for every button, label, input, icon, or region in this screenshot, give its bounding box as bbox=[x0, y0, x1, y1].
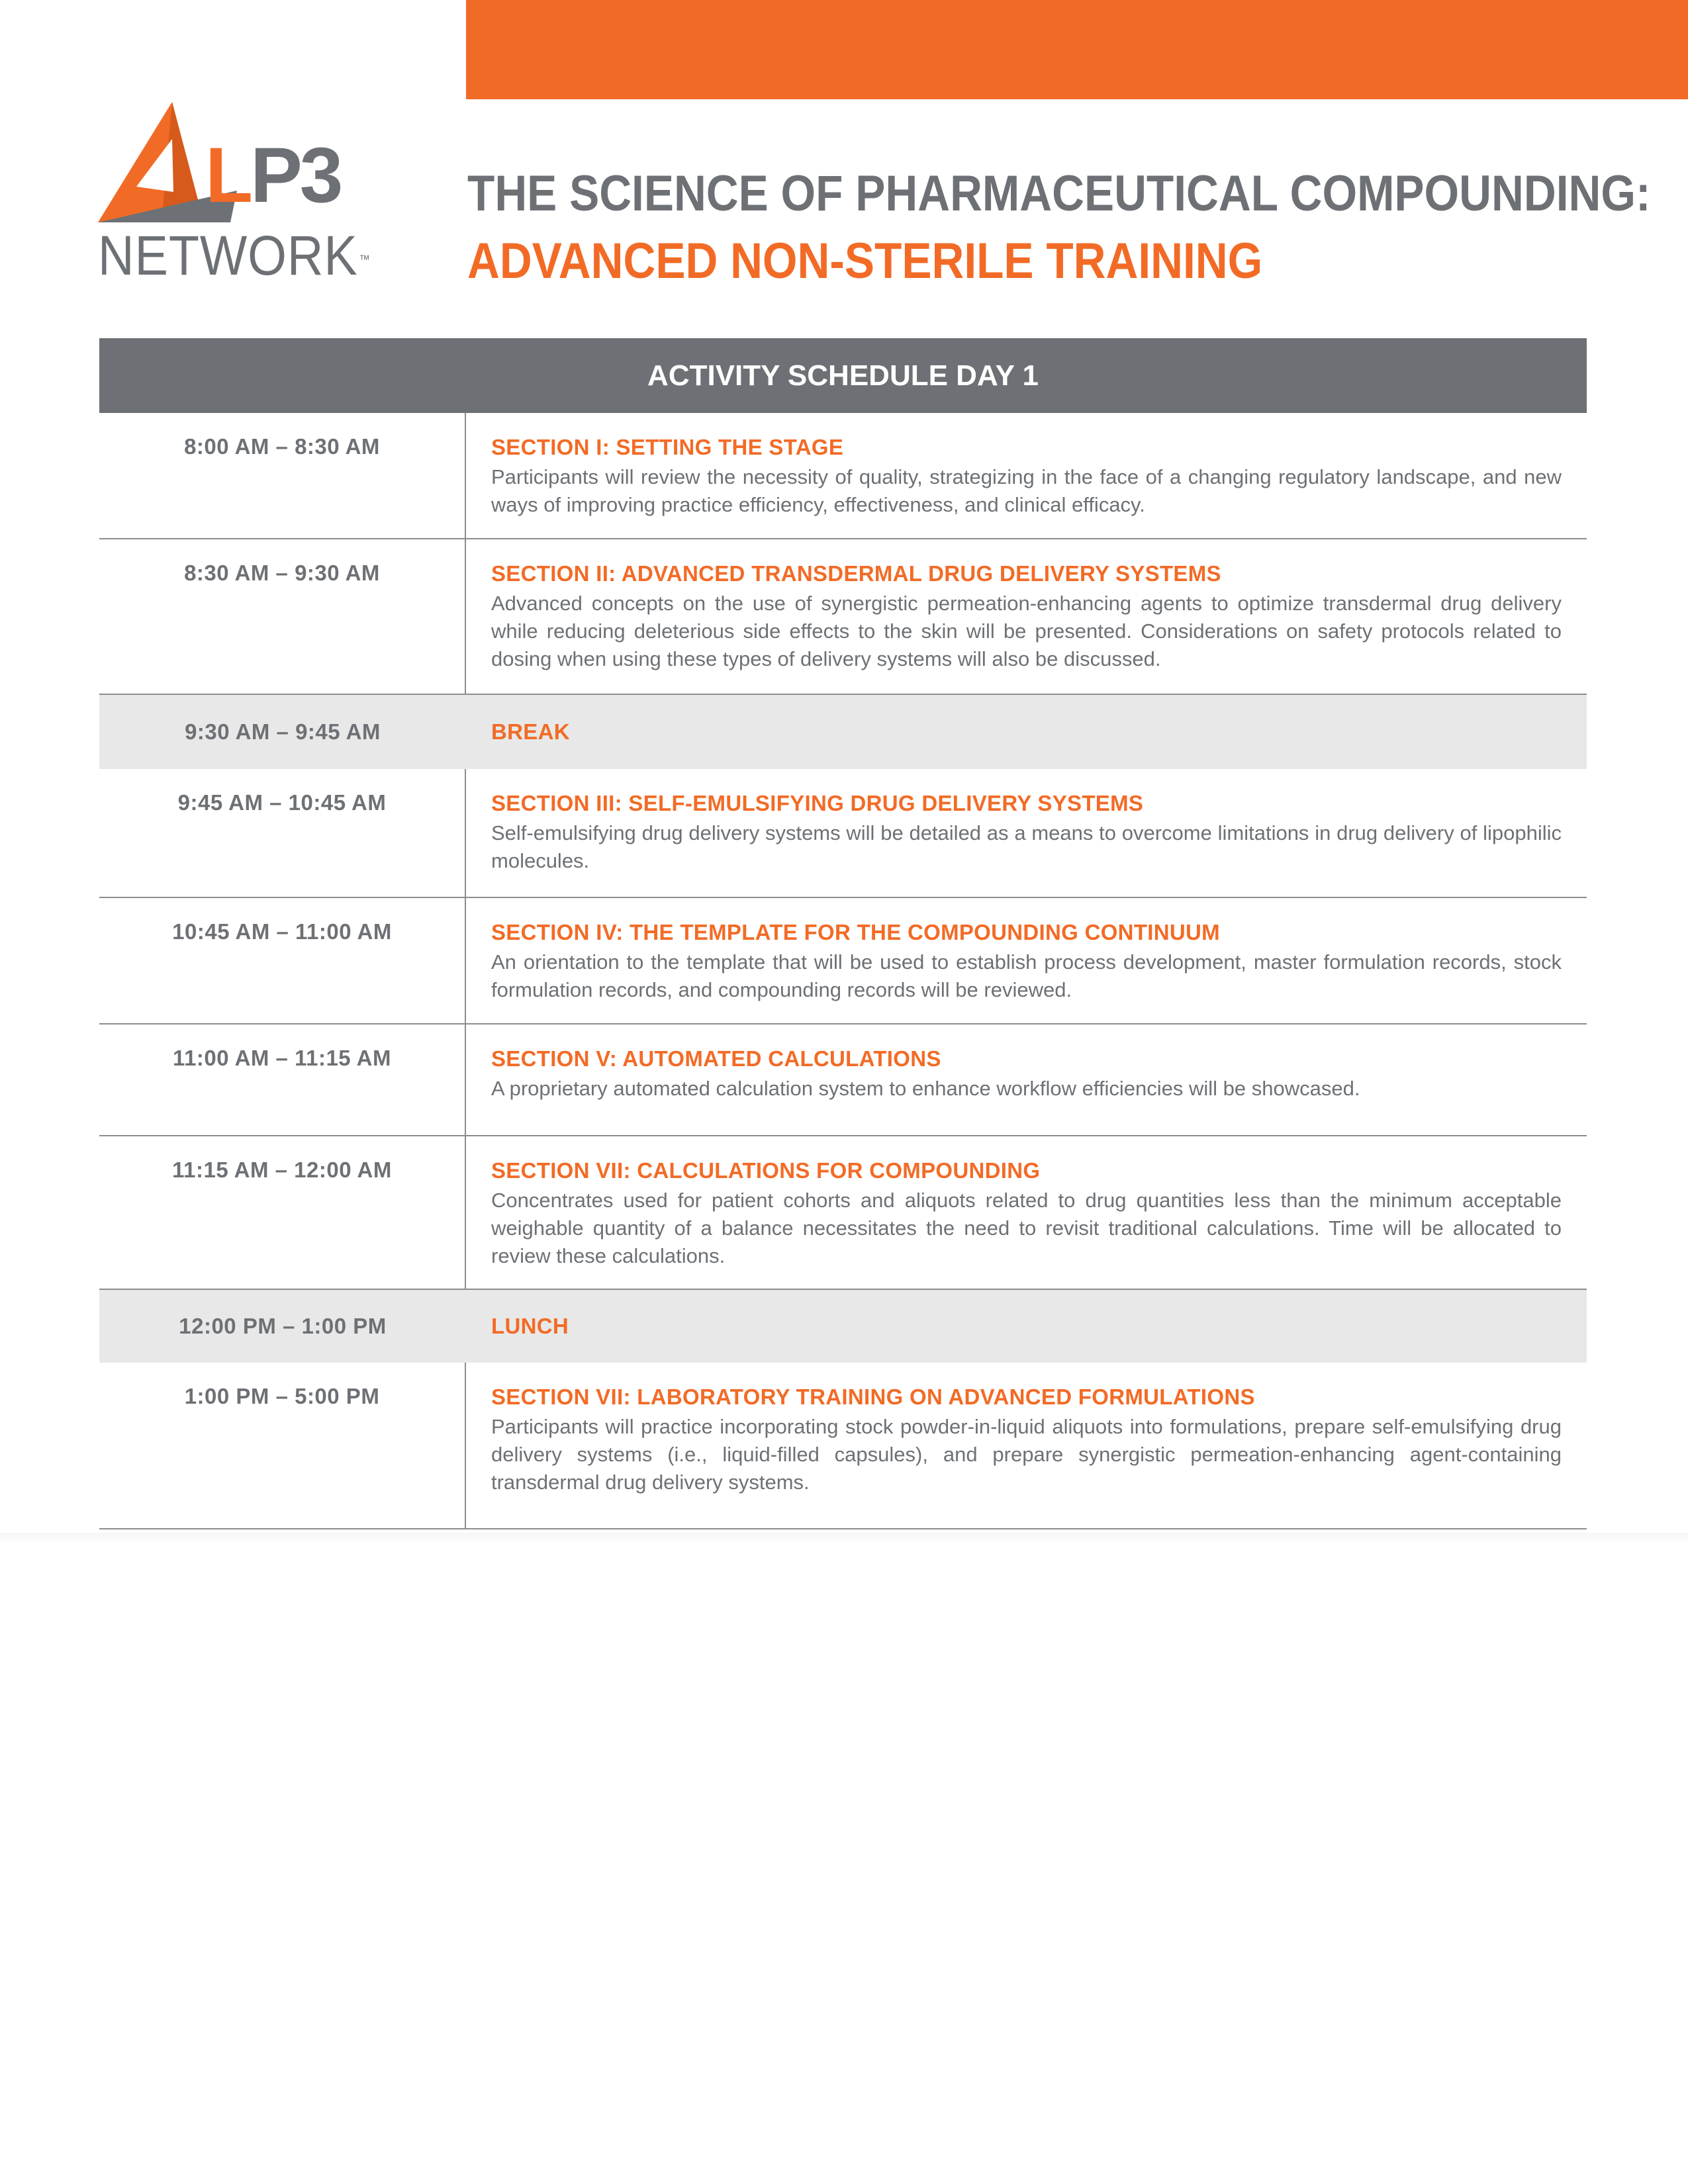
schedule-row-break bbox=[99, 695, 1587, 769]
schedule-row bbox=[99, 539, 1587, 695]
row-time: 11:00 AM – 11:15 AM bbox=[99, 1024, 466, 1135]
section-title: SECTION VII: CALCULATIONS FOR COMPOUNDING bbox=[491, 1158, 1041, 1183]
row-content bbox=[466, 413, 1587, 538]
section-description: A proprietary automated calculation system to enhance workflow efficiencies will be showcased. bbox=[491, 1077, 1360, 1100]
top-accent-bar bbox=[466, 0, 1688, 99]
section-description: Participants will practice incorporating stock powder-in-liquid aliquots into formulations, prepare self-emulsifying drug delivery systems (i.e., liquid-filled capsules), and prepare synergistic permeation-enhancing agent-containing transdermal drug delivery systems. bbox=[491, 1415, 1562, 1494]
row-content bbox=[466, 769, 1587, 897]
section-title: BREAK bbox=[491, 719, 570, 744]
row-content bbox=[466, 539, 1587, 694]
row-time: 8:00 AM – 8:30 AM bbox=[99, 413, 466, 538]
section-title: SECTION III: SELF-EMULSIFYING DRUG DELIVERY SYSTEMS bbox=[491, 791, 1144, 815]
row-time: 11:15 AM – 12:00 AM bbox=[99, 1136, 466, 1289]
page-fold-shadow bbox=[0, 1533, 1688, 1546]
logo-lp3-text: LP3 bbox=[205, 132, 341, 219]
section-title: SECTION IV: THE TEMPLATE FOR THE COMPOUNDING CONTINUUM bbox=[491, 920, 1220, 944]
section-description: Advanced concepts on the use of synergistic permeation-enhancing agents to optimize transdermal drug delivery while reducing deleterious side effects to the skin will be presented. Considerations on safety protocols related to dosing when using these types of delivery systems will also be discussed. bbox=[491, 592, 1562, 670]
section-title: SECTION VII: LABORATORY TRAINING ON ADVANCED FORMULATIONS bbox=[491, 1385, 1255, 1409]
section-description: An orientation to the template that will be used to establish process development, master formulation records, stock formulation records, and compounding records will be reviewed. bbox=[491, 950, 1562, 1001]
row-time: 9:30 AM – 9:45 AM bbox=[185, 719, 381, 744]
activity-schedule-table bbox=[99, 338, 1587, 1529]
schedule-row bbox=[99, 1363, 1587, 1529]
row-content bbox=[466, 898, 1587, 1023]
row-time: 9:45 AM – 10:45 AM bbox=[99, 769, 466, 897]
section-description: Participants will review the necessity of quality, strategizing in the face of a changing regulatory landscape, and new ways of improving practice efficiency, effectiveness, and clinical efficacy. bbox=[491, 465, 1562, 516]
schedule-header: ACTIVITY SCHEDULE DAY 1 bbox=[99, 338, 1587, 413]
lp3-network-logo bbox=[98, 99, 371, 287]
section-title: SECTION I: SETTING THE STAGE bbox=[491, 435, 844, 459]
row-time: 10:45 AM – 11:00 AM bbox=[99, 898, 466, 1023]
schedule-row bbox=[99, 898, 1587, 1024]
section-description: Concentrates used for patient cohorts and aliquots related to drug quantities less than the minimum acceptable weighable quantity of a balance necessitates the need to revisit traditional calculations. Time will be allocated to review these calculations. bbox=[491, 1189, 1562, 1267]
trademark-mark: ™ bbox=[359, 253, 371, 266]
row-content bbox=[466, 695, 1587, 769]
row-time: 1:00 PM – 5:00 PM bbox=[99, 1363, 466, 1528]
row-time: 8:30 AM – 9:30 AM bbox=[99, 539, 466, 694]
row-content bbox=[466, 1290, 1587, 1363]
section-title: SECTION V: AUTOMATED CALCULATIONS bbox=[491, 1046, 941, 1071]
page-title: THE SCIENCE OF PHARMACEUTICAL COMPOUNDING: bbox=[467, 165, 1651, 222]
schedule-row bbox=[99, 1024, 1587, 1136]
logo-network-text: NETWORK™ bbox=[98, 224, 371, 287]
section-title: SECTION II: ADVANCED TRANSDERMAL DRUG DELIVERY SYSTEMS bbox=[491, 561, 1221, 586]
schedule-row bbox=[99, 413, 1587, 539]
schedule-row-lunch bbox=[99, 1290, 1587, 1363]
schedule-row bbox=[99, 1136, 1587, 1290]
schedule-row bbox=[99, 769, 1587, 898]
page-subtitle: ADVANCED NON-STERILE TRAINING bbox=[467, 233, 1263, 289]
row-content bbox=[466, 1136, 1587, 1289]
row-content bbox=[466, 1363, 1587, 1528]
row-content bbox=[466, 1024, 1587, 1135]
section-description: Self-emulsifying drug delivery systems will be detailed as a means to overcome limitations in drug delivery of lipophilic molecules. bbox=[491, 821, 1562, 872]
row-time: 12:00 PM – 1:00 PM bbox=[179, 1314, 387, 1338]
section-title: LUNCH bbox=[491, 1314, 569, 1338]
